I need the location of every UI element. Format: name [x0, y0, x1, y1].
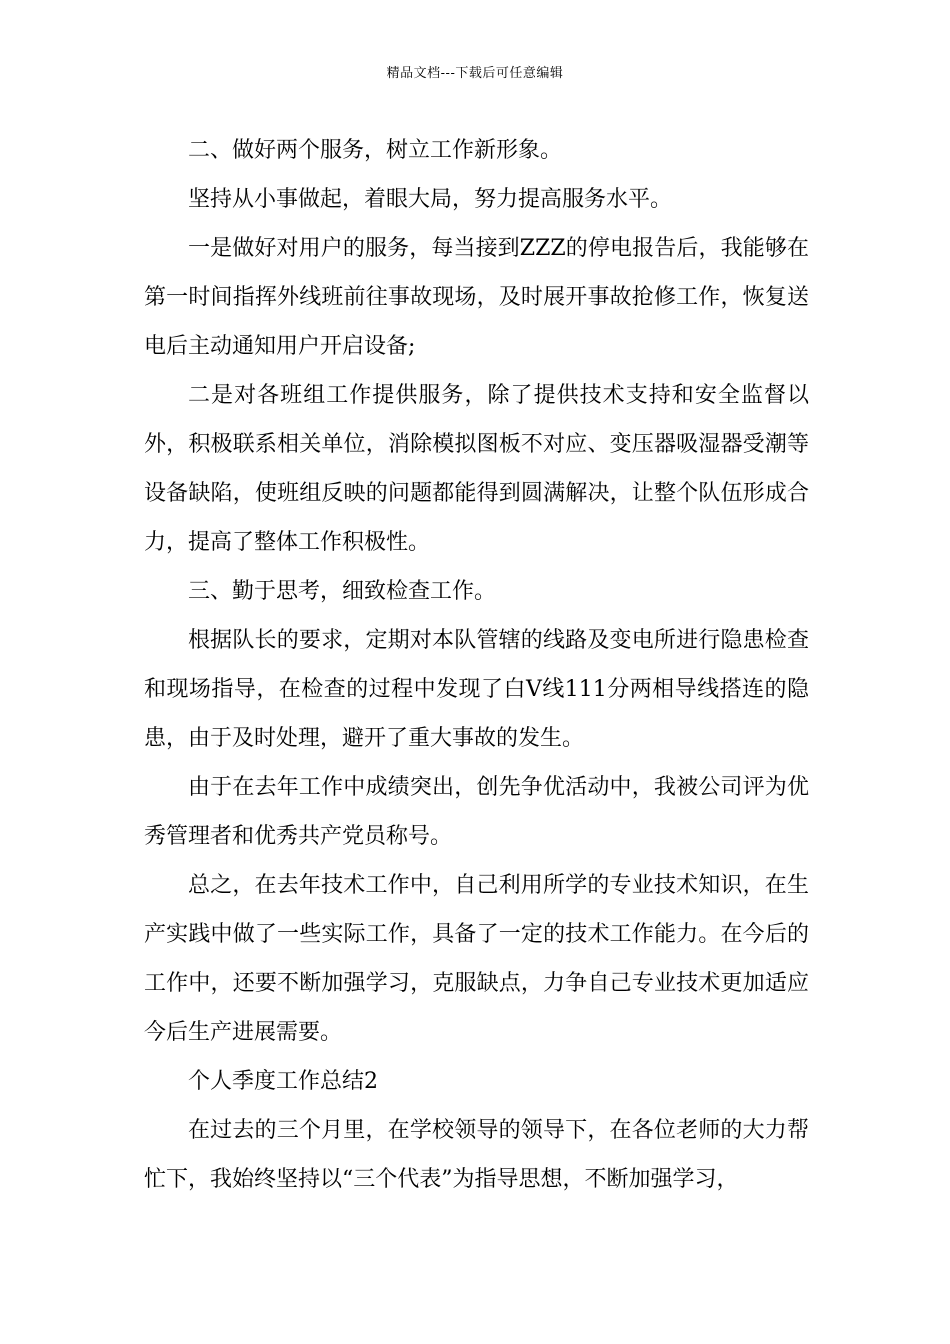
document-subtitle: 个人季度工作总结2 [188, 1069, 378, 1094]
section-heading-three: 三、勤于思考，细致检查工作。 [188, 579, 497, 604]
paragraph: 根据队长的要求，定期对本队管辖的线路及变电所进行隐患检查和现场指导，在检查的过程中发现了白V线111分两相导线搭连的隐患，由于及时处理，避开了重大事故的发生。 [144, 628, 809, 751]
page-header: 精品文档---下载后可任意编辑 [386, 66, 564, 81]
section-heading-two: 二、做好两个服务，树立工作新形象。 [188, 138, 563, 163]
paragraph: 一是做好对用户的服务，每当接到ZZZ的停电报告后，我能够在第一时间指挥外线班前往事故现场，及时展开事故抢修工作，恢复送电后主动通知用户开启设备; [144, 236, 809, 359]
paragraph: 由于在去年工作中成绩突出，创先争优活动中，我被公司评为优秀管理者和优秀共产党员称号。 [144, 775, 809, 849]
paragraph: 二是对各班组工作提供服务，除了提供技术支持和安全监督以外，积极联系相关单位，消除模拟图板不对应、变压器吸湿器受潮等设备缺陷，使班组反映的问题都能得到圆满解决，让整个队伍形成合力，提高了整体工作积极性。 [144, 383, 809, 555]
paragraph: 总之，在去年技术工作中，自己利用所学的专业技术知识，在生产实践中做了一些实际工作，具备了一定的技术工作能力。在今后的工作中，还要不断加强学习，克服缺点，力争自己专业技术更加适应今后生产进展需要。 [144, 873, 809, 1045]
document-body [144, 126, 809, 1204]
paragraph: 在过去的三个月里，在学校领导的领导下，在各位老师的大力帮忙下，我始终坚持以“三个代表”为指导思想，不断加强学习， [144, 1118, 809, 1192]
paragraph: 坚持从小事做起，着眼大局，努力提高服务水平。 [188, 187, 673, 212]
